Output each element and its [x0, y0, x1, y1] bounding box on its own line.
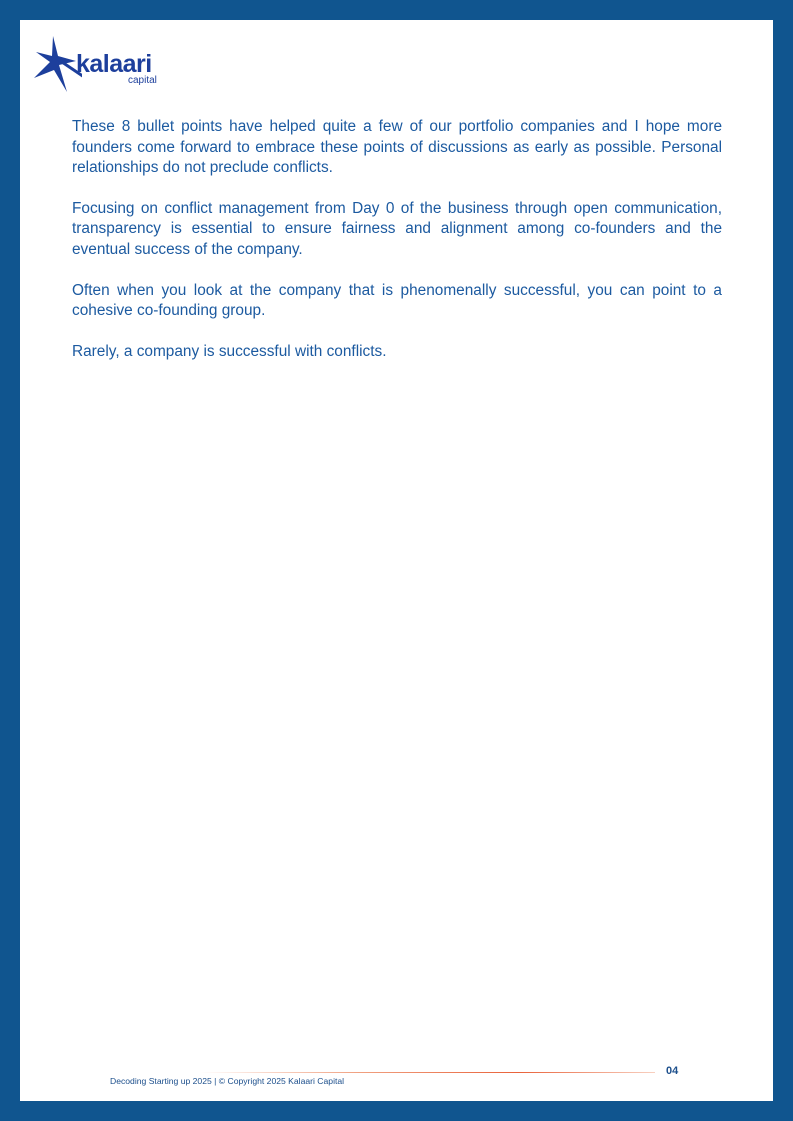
kalaari-capital-logo [32, 34, 162, 96]
page-number: 04 [666, 1065, 679, 1077]
body-content [72, 117, 722, 382]
footer-divider [200, 1072, 655, 1073]
paragraph-3: Often when you look at the company that is phenomenally successful, you can point to a cohesive co-founding group. [72, 281, 722, 320]
document-page [20, 20, 773, 1101]
kalaari-star-logo-icon [32, 34, 82, 96]
logo-wordmark: kalaari [76, 50, 152, 78]
footer-copyright: Decoding Starting up 2025 | © Copyright 2025 Kalaari Capital [110, 1076, 345, 1086]
logo-subtitle: capital [128, 75, 157, 86]
paragraph-1: These 8 bullet points have helped quite a few of our portfolio companies and I hope more founders come forward to embrace these points of discussions as early as possible. Personal relationships do not preclude conflicts. [72, 118, 722, 177]
paragraph-4: Rarely, a company is successful with conflicts. [72, 342, 387, 360]
paragraph-2: Focusing on conflict management from Day 0 of the business through open communication, transparency is essential to ensure fairness and alignment among co-founders and the eventual success of the company. [72, 199, 722, 258]
